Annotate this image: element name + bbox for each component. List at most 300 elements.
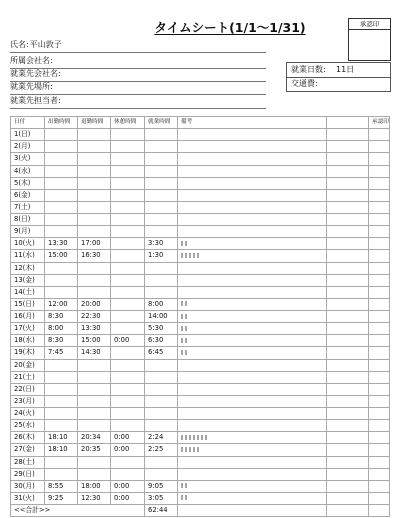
clock-out-cell [78,153,111,165]
work-hours-cell [145,456,178,468]
blank-cell [327,250,369,262]
table-row [11,323,390,335]
approval-cell [369,323,390,335]
approval-cell [369,226,390,238]
blank-cell [327,468,369,480]
table-row [11,492,390,504]
break-cell [111,311,145,323]
blank-cell [327,141,369,153]
col-header-notes: 備考 [178,117,327,129]
col-header-clock-out: 退勤時間 [78,117,111,129]
work-hours-cell [145,177,178,189]
col-header-approval: 承認印 [369,117,390,129]
clock-in-cell [45,165,78,177]
notes-cell [178,408,327,420]
transport-label: 交通費: [291,79,318,88]
date-cell: 30(月) [11,480,45,492]
approval-cell [369,371,390,383]
table-row [11,371,390,383]
break-cell [111,383,145,395]
clock-out-cell [78,408,111,420]
clock-out-cell: 17:00 [78,238,111,250]
redacted-note [181,350,187,355]
notes-cell [178,383,327,395]
clock-out-cell [78,214,111,226]
clock-out-cell: 22:30 [78,311,111,323]
table-row [11,189,390,201]
blank-cell [327,177,369,189]
table-row [11,141,390,153]
total-row [11,505,390,517]
work-hours-cell [145,408,178,420]
work-hours-cell [145,129,178,141]
blank-cell [327,347,369,359]
clock-out-cell [78,141,111,153]
clock-in-cell: 18:10 [45,444,78,456]
total-label: <<合計>> [11,505,145,517]
approval-cell [369,201,390,213]
work-hours-cell [145,165,178,177]
date-cell: 18(水) [11,335,45,347]
workdays-label: 就業日数: [291,65,326,74]
date-cell: 26(木) [11,432,45,444]
clock-out-cell: 20:00 [78,298,111,310]
approval-cell [369,468,390,480]
date-cell: 9(月) [11,226,45,238]
clock-out-cell [78,165,111,177]
notes-cell [178,153,327,165]
clock-out-cell [78,129,111,141]
work-hours-cell [145,371,178,383]
col-header-blank [327,117,369,129]
approval-cell [369,238,390,250]
notes-cell [178,177,327,189]
clock-out-cell [78,201,111,213]
table-row [11,408,390,420]
approval-cell [369,408,390,420]
redacted-note [181,447,201,452]
work-hours-cell: 1:30 [145,250,178,262]
date-cell: 19(木) [11,347,45,359]
notes-cell [178,262,327,274]
blank-cell [327,226,369,238]
break-cell [111,420,145,432]
clock-out-cell [78,359,111,371]
col-header-work-hours: 就業時間 [145,117,178,129]
clock-out-cell [78,371,111,383]
blank-cell [327,492,369,504]
work-hours-cell: 9:05 [145,480,178,492]
work-hours-cell: 2:25 [145,444,178,456]
notes-cell [178,311,327,323]
break-cell [111,238,145,250]
blank-cell [327,311,369,323]
approval-cell [369,141,390,153]
approval-cell [369,262,390,274]
total-empty-cell [178,505,327,517]
clock-out-cell: 20:34 [78,432,111,444]
clock-in-cell: 8:30 [45,311,78,323]
approval-cell [369,444,390,456]
date-cell: 29(日) [11,468,45,480]
info-row-workplace-location [10,80,266,95]
notes-cell [178,359,327,371]
notes-cell [178,371,327,383]
approval-cell [369,214,390,226]
clock-out-cell [78,395,111,407]
table-row [11,420,390,432]
break-cell [111,468,145,480]
table-row [11,262,390,274]
clock-out-cell: 18:00 [78,480,111,492]
break-cell [111,456,145,468]
total-value: 62:44 [145,505,178,517]
break-cell: 0:00 [111,432,145,444]
clock-in-cell: 13:30 [45,238,78,250]
work-hours-cell [145,468,178,480]
clock-in-cell: 12:00 [45,298,78,310]
redacted-note [181,338,187,343]
info-row-contact-person [10,94,266,109]
date-cell: 11(水) [11,250,45,262]
break-cell [111,214,145,226]
blank-cell [327,480,369,492]
break-cell [111,250,145,262]
col-header-date: 日付 [11,117,45,129]
clock-out-cell [78,262,111,274]
notes-cell [178,323,327,335]
work-hours-cell [145,262,178,274]
date-cell: 13(金) [11,274,45,286]
approval-cell [369,480,390,492]
approval-cell [369,189,390,201]
work-hours-cell [145,420,178,432]
break-cell [111,201,145,213]
clock-out-cell [78,456,111,468]
approval-cell [369,420,390,432]
clock-in-cell: 8:55 [45,480,78,492]
clock-out-cell [78,468,111,480]
table-row [11,201,390,213]
info-label: 氏名: [10,40,29,49]
work-hours-cell: 5:30 [145,323,178,335]
clock-in-cell [45,456,78,468]
total-empty-cell [369,505,390,517]
blank-cell [327,214,369,226]
table-row [11,153,390,165]
info-label: 所属会社名: [10,56,53,65]
blank-cell [327,274,369,286]
approval-cell [369,383,390,395]
notes-cell [178,444,327,456]
table-row [11,298,390,310]
table-row [11,311,390,323]
break-cell [111,226,145,238]
clock-out-cell [78,177,111,189]
clock-in-cell [45,141,78,153]
approval-cell [369,250,390,262]
table-row [11,129,390,141]
notes-cell [178,432,327,444]
break-cell [111,153,145,165]
clock-in-cell: 9:25 [45,492,78,504]
clock-in-cell [45,383,78,395]
work-hours-cell [145,214,178,226]
approval-cell [369,274,390,286]
clock-in-cell [45,226,78,238]
timesheet-body [11,129,390,517]
date-cell: 1(日) [11,129,45,141]
clock-out-cell: 16:30 [78,250,111,262]
work-hours-cell [145,189,178,201]
date-cell: 20(金) [11,359,45,371]
blank-cell [327,238,369,250]
table-row [11,456,390,468]
approval-cell [369,359,390,371]
notes-cell [178,335,327,347]
redacted-note [181,301,187,306]
redacted-note [181,326,187,331]
date-cell: 15(日) [11,298,45,310]
notes-cell [178,420,327,432]
clock-out-cell [78,274,111,286]
date-cell: 28(土) [11,456,45,468]
work-hours-cell [145,226,178,238]
blank-cell [327,432,369,444]
date-cell: 2(月) [11,141,45,153]
notes-cell [178,347,327,359]
notes-cell [178,189,327,201]
blank-cell [327,201,369,213]
clock-in-cell [45,286,78,298]
date-cell: 5(木) [11,177,45,189]
clock-out-cell [78,189,111,201]
table-row [11,395,390,407]
clock-out-cell [78,286,111,298]
break-cell: 0:00 [111,444,145,456]
blank-cell [327,420,369,432]
blank-cell [327,408,369,420]
page-title: タイムシート(1/1～1/31) [154,20,306,35]
clock-in-cell [45,189,78,201]
work-hours-cell: 2:24 [145,432,178,444]
work-hours-cell: 6:30 [145,335,178,347]
approval-stamp-box [348,18,391,61]
notes-cell [178,468,327,480]
date-cell: 31(火) [11,492,45,504]
notes-cell [178,492,327,504]
blank-cell [327,165,369,177]
approval-cell [369,165,390,177]
approval-cell [369,395,390,407]
timesheet-table [10,116,390,517]
clock-out-cell [78,226,111,238]
clock-out-cell: 12:30 [78,492,111,504]
notes-cell [178,298,327,310]
date-cell: 14(土) [11,286,45,298]
clock-in-cell: 15:00 [45,250,78,262]
blank-cell [327,371,369,383]
approval-cell [369,298,390,310]
blank-cell [327,395,369,407]
redacted-note [181,483,187,488]
blank-cell [327,298,369,310]
table-row [11,444,390,456]
workdays-row [287,63,390,78]
redacted-note [181,253,199,258]
table-row [11,226,390,238]
work-hours-cell: 6:45 [145,347,178,359]
clock-in-cell [45,359,78,371]
approval-cell [369,335,390,347]
date-cell: 6(金) [11,189,45,201]
col-header-clock-in: 出勤時間 [45,117,78,129]
table-row [11,432,390,444]
info-value: 平山敦子 [29,40,62,49]
break-cell [111,286,145,298]
work-hours-cell [145,274,178,286]
break-cell [111,298,145,310]
approval-cell [369,311,390,323]
clock-in-cell: 8:30 [45,335,78,347]
col-header-break: 休憩時間 [111,117,145,129]
date-cell: 16(月) [11,311,45,323]
clock-out-cell: 15:00 [78,335,111,347]
work-hours-cell [145,153,178,165]
clock-in-cell: 7:45 [45,347,78,359]
redacted-note [181,495,187,500]
break-cell [111,189,145,201]
approval-cell [369,129,390,141]
date-cell: 23(月) [11,395,45,407]
workdays-value: 11日 [336,65,355,74]
clock-in-cell: 8:00 [45,323,78,335]
date-cell: 24(火) [11,408,45,420]
clock-in-cell [45,177,78,189]
redacted-note [181,314,187,319]
notes-cell [178,141,327,153]
info-label: 就業先場所: [10,82,53,91]
break-cell [111,141,145,153]
notes-cell [178,480,327,492]
table-row [11,335,390,347]
clock-in-cell: 18:10 [45,432,78,444]
blank-cell [327,335,369,347]
table-row [11,250,390,262]
break-cell [111,129,145,141]
clock-in-cell [45,395,78,407]
approval-stamp-label: 承認印 [349,19,390,30]
date-cell: 17(火) [11,323,45,335]
break-cell [111,274,145,286]
work-hours-cell: 3:05 [145,492,178,504]
date-cell: 7(土) [11,201,45,213]
clock-out-cell: 13:30 [78,323,111,335]
notes-cell [178,250,327,262]
clock-in-cell [45,468,78,480]
date-cell: 4(水) [11,165,45,177]
clock-in-cell [45,262,78,274]
break-cell [111,323,145,335]
notes-cell [178,226,327,238]
approval-cell [369,347,390,359]
clock-out-cell [78,420,111,432]
info-label: 就業先担当者: [10,96,61,105]
work-hours-cell: 14:00 [145,311,178,323]
notes-cell [178,395,327,407]
table-row [11,480,390,492]
work-hours-cell [145,201,178,213]
blank-cell [327,323,369,335]
approval-cell [369,432,390,444]
table-row [11,347,390,359]
clock-in-cell [45,201,78,213]
clock-out-cell [78,383,111,395]
blank-cell [327,153,369,165]
work-hours-cell [145,383,178,395]
break-cell [111,177,145,189]
notes-cell [178,456,327,468]
date-cell: 12(木) [11,262,45,274]
break-cell [111,371,145,383]
date-cell: 22(日) [11,383,45,395]
notes-cell [178,201,327,213]
approval-cell [369,492,390,504]
date-cell: 27(金) [11,444,45,456]
work-hours-cell [145,141,178,153]
table-row [11,214,390,226]
date-cell: 8(日) [11,214,45,226]
approval-cell [369,177,390,189]
break-cell: 0:00 [111,492,145,504]
blank-cell [327,359,369,371]
table-row [11,383,390,395]
blank-cell [327,129,369,141]
break-cell: 0:00 [111,480,145,492]
notes-cell [178,286,327,298]
break-cell: 0:00 [111,335,145,347]
clock-in-cell [45,129,78,141]
table-row [11,165,390,177]
transport-row [287,77,390,91]
clock-in-cell [45,274,78,286]
clock-in-cell [45,420,78,432]
table-header-row [11,117,390,129]
table-row [11,274,390,286]
total-empty-cell [327,505,369,517]
date-cell: 25(水) [11,420,45,432]
work-hours-cell [145,395,178,407]
blank-cell [327,262,369,274]
blank-cell [327,456,369,468]
approval-cell [369,286,390,298]
break-cell [111,395,145,407]
notes-cell [178,238,327,250]
info-label: 就業先会社名: [10,69,61,78]
blank-cell [327,383,369,395]
table-row [11,468,390,480]
blank-cell [327,286,369,298]
table-row [11,359,390,371]
notes-cell [178,214,327,226]
redacted-note [181,241,189,246]
work-hours-cell: 3:30 [145,238,178,250]
notes-cell [178,129,327,141]
date-cell: 21(土) [11,371,45,383]
table-row [11,177,390,189]
clock-out-cell: 14:30 [78,347,111,359]
table-row [11,286,390,298]
